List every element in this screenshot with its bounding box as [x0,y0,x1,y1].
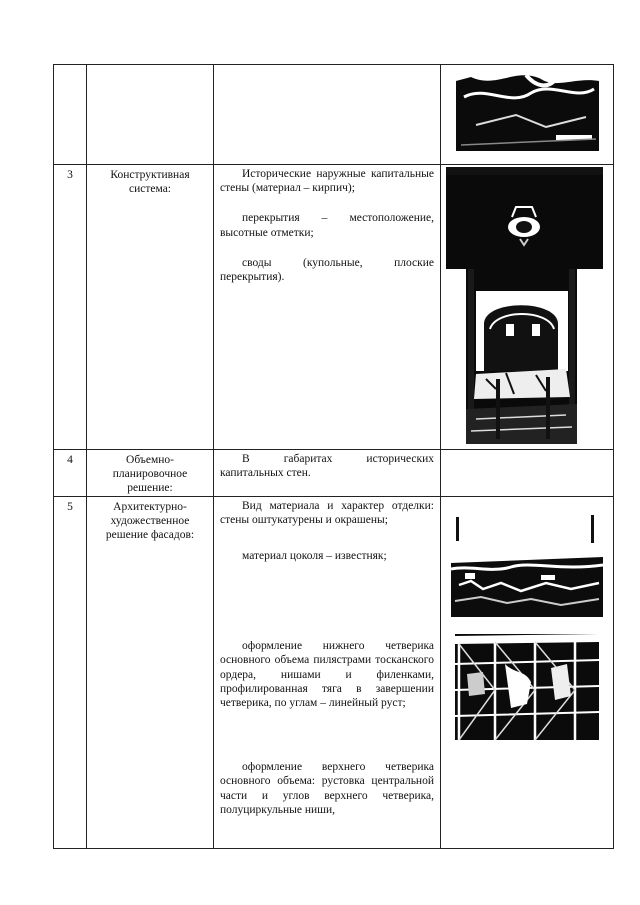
row-number: 5 [54,496,87,848]
building-photo-interior-vault [456,67,599,151]
description-paragraph: оформление верхнего четверика основного объема: рустовка центральной части и углов верхнего четверика, полуциркульные ниши, [220,761,434,816]
row-label: Конструктивная система: [87,165,214,450]
building-photo-dome-interior [446,167,603,269]
description-paragraph: своды (купольные, плоские перекрытия). [220,256,434,284]
description-paragraph: В габаритах исторических капитальных стен. [220,453,434,480]
row-description [214,65,441,165]
building-photo-facade-plinth [451,513,603,617]
table-row-5 [54,496,614,848]
description-paragraph: оформление нижнего четверика основного объема пилястрами тосканского ордера, нишами и филенками, профилированная тяга в завершении четверика, по углам – линейный руст; [220,640,434,710]
description-paragraph: Исторические наружные капитальные стены (материал – кирпич); [220,168,434,195]
row-number: 3 [54,165,87,450]
table-row-4 [54,450,614,497]
row-description [214,496,441,848]
photo-cell [441,450,614,497]
table-row-continuation [54,65,614,165]
row-number: 4 [54,450,87,497]
photo-cell [441,165,614,450]
photo-cell [441,496,614,848]
building-photo-scaffolding [455,634,599,740]
table-row-3 [54,165,614,450]
row-description [214,450,441,497]
building-photo-arched-hall [466,269,577,444]
row-description [214,165,441,450]
description-paragraph: перекрытия – местоположение, высотные отметки; [220,212,434,239]
description-paragraph: материал цоколя – известняк; [242,550,387,563]
description-paragraph: Вид материала и характер отделки: стены оштукатурены и окрашены; [220,499,434,526]
row-label [87,65,214,165]
characteristics-table [53,64,614,849]
row-label: Объемно-планировочное решение: [87,450,214,497]
row-label: Архитектурно-художественное решение фасадов: [87,496,214,848]
photo-cell [441,65,614,165]
row-number [54,65,87,165]
